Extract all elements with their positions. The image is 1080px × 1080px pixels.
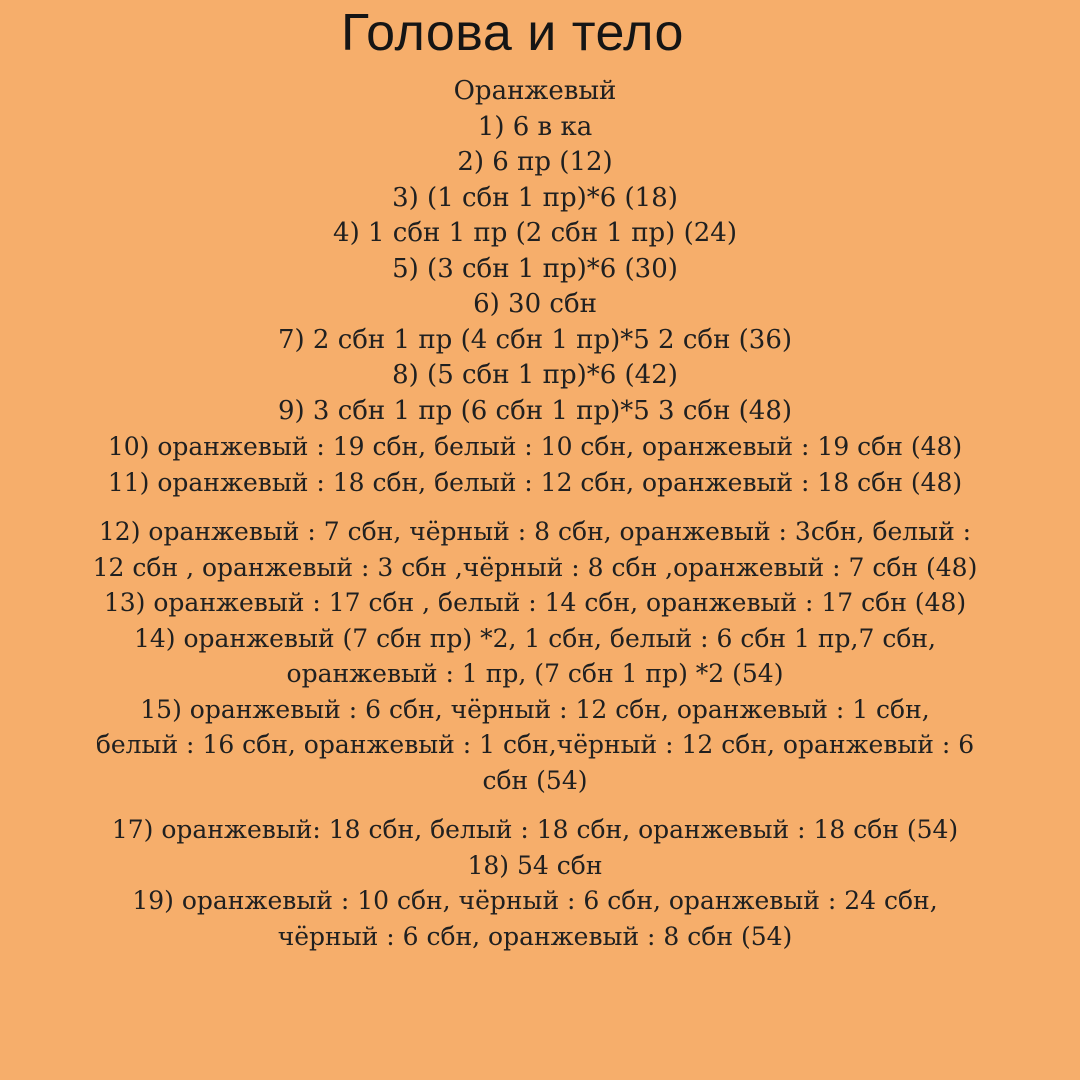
pattern-row: 14) оранжевый (7 сбн пр) *2, 1 сбн, белый : 6 сбн 1 пр,7 сбн,: [133, 623, 936, 653]
pattern-row: 5) (3 сбн 1 пр)*6 (30): [392, 253, 678, 284]
pattern-row: белый : 16 сбн, оранжевый : 1 сбн,чёрный : 12 сбн, оранжевый : 6: [95, 730, 975, 759]
pattern-row: 6) 30 сбн: [473, 289, 597, 319]
pattern-row: 18) 54 сбн: [467, 850, 603, 880]
pattern-row: сбн (54): [482, 765, 588, 795]
pattern-row: 4) 1 сбн 1 пр (2 сбн 1 пр) (24): [333, 218, 737, 248]
pattern-row: 2) 6 пр (12): [457, 147, 613, 177]
pattern-row: 9) 3 сбн 1 пр (6 сбн 1 пр)*5 3 сбн (48): [277, 395, 793, 426]
pattern-instructions: [20, 74, 1050, 954]
pattern-row: 10) оранжевый : 19 сбн, белый : 10 сбн, оранжевый : 19 сбн (48): [107, 432, 963, 461]
pattern-row: 15) оранжевый : 6 сбн, чёрный : 12 сбн, оранжевый : 1 сбн,: [140, 694, 930, 724]
pattern-row: 19) оранжевый : 10 сбн, чёрный : 6 сбн, оранжевый : 24 сбн,: [132, 886, 938, 915]
page-title: Голова и тело: [341, 4, 684, 62]
spacer: [20, 798, 1050, 812]
pattern-row: 13) оранжевый : 17 сбн , белый : 14 сбн, оранжевый : 17 сбн (48): [103, 588, 967, 617]
pattern-row: 12) оранжевый : 7 сбн, чёрный : 8 сбн, оранжевый : 3сбн, белый :: [98, 517, 972, 546]
pattern-row: 17) оранжевый: 18 сбн, белый : 18 сбн, оранжевый : 18 сбн (54): [111, 815, 959, 844]
pattern-row: 1) 6 в ка: [477, 111, 593, 142]
pattern-row: 11) оранжевый : 18 сбн, белый : 12 сбн, оранжевый : 18 сбн (48): [107, 467, 963, 497]
pattern-row: 12 сбн , оранжевый : 3 сбн ,чёрный : 8 сбн ,оранжевый : 7 сбн (48): [92, 552, 978, 582]
spacer: [20, 500, 1050, 514]
pattern-row: 3) (1 сбн 1 пр)*6 (18): [392, 182, 678, 213]
color-label: Оранжевый: [453, 76, 617, 106]
pattern-row: оранжевый : 1 пр, (7 сбн 1 пр) *2 (54): [286, 659, 784, 688]
pattern-row: 7) 2 сбн 1 пр (4 сбн 1 пр)*5 2 сбн (36): [277, 324, 793, 355]
pattern-row: чёрный : 6 сбн, оранжевый : 8 сбн (54): [277, 921, 793, 951]
pattern-row: 8) (5 сбн 1 пр)*6 (42): [392, 360, 678, 390]
